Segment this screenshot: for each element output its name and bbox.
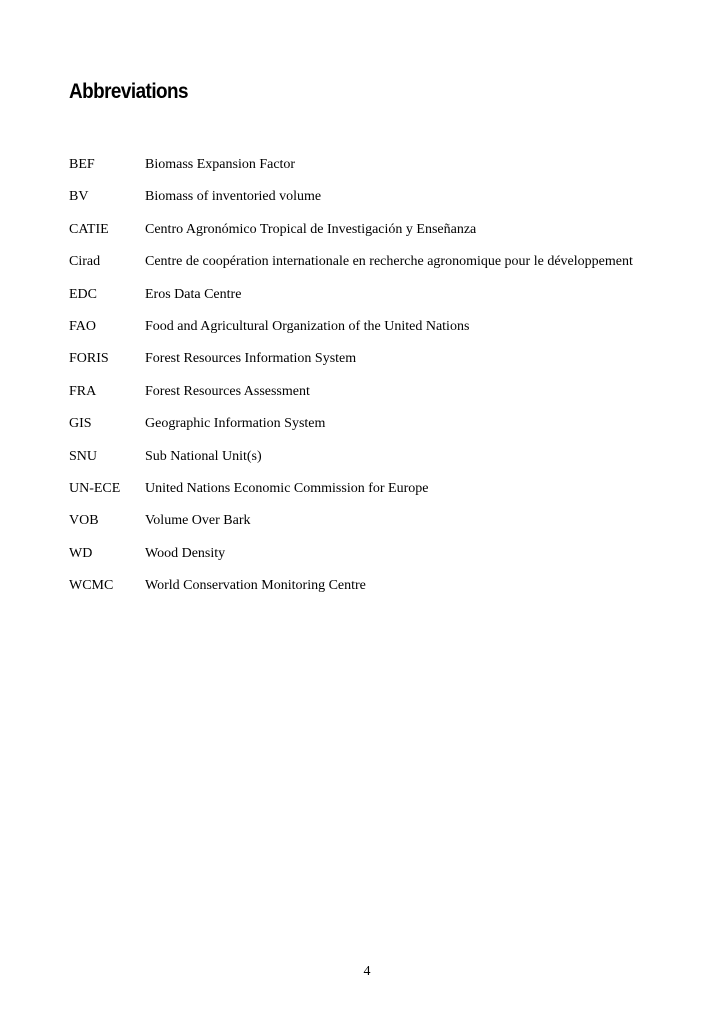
abbreviation-term: BEF [69,157,95,172]
abbreviation-term: GIS [69,416,92,432]
abbreviation-row [69,576,709,608]
abbreviation-term: UN-ECE [69,480,121,496]
abbreviation-definition: Centre de coopération internationale en recherche agronomique pour le développement [145,254,633,270]
abbreviation-definition: Wood Density [145,545,226,561]
abbreviation-definition: Forest Resources Assessment [145,383,310,399]
abbreviation-term: SNU [69,448,98,464]
abbreviation-term: WD [69,545,93,561]
abbreviation-term: FRA [69,383,97,399]
abbreviation-definition: Sub National Unit(s) [145,448,262,464]
abbreviation-list [69,155,709,608]
abbreviation-definition: Eros Data Centre [145,286,242,302]
abbreviation-row [69,285,709,317]
abbreviation-definition: Food and Agricultural Organization of the United Nations [145,318,470,334]
abbreviation-term: Cirad [69,254,101,270]
abbreviation-definition: United Nations Economic Commission for Europe [145,480,429,496]
abbreviation-term: BV [69,189,89,205]
abbreviation-row [69,220,709,252]
abbreviation-definition: Biomass Expansion Factor [145,157,296,172]
abbreviation-term: EDC [69,286,97,302]
abbreviation-row [69,447,709,479]
abbreviation-definition: Volume Over Bark [145,513,251,529]
abbreviation-row [69,187,709,219]
abbreviation-term: CATIE [69,221,109,237]
abbreviation-definition: Geographic Information System [145,416,326,432]
abbreviation-row [69,382,709,414]
abbreviation-definition: Forest Resources Information System [145,351,357,367]
abbreviation-definition: World Conservation Monitoring Centre [145,578,366,594]
abbreviation-definition: Biomass of inventoried volume [145,189,322,205]
abbreviation-row [69,479,709,511]
abbreviation-row [69,414,709,446]
abbreviation-term: VOB [69,513,99,529]
abbreviation-row [69,317,709,349]
abbreviation-term: FAO [69,318,96,334]
abbreviation-term: FORIS [69,351,109,367]
abbreviation-row [69,544,709,576]
page-title: Abbreviations [69,80,189,103]
abbreviation-row [69,511,709,543]
abbreviation-row [69,252,709,284]
page-number: 4 [363,964,371,979]
abbreviation-term: WCMC [69,578,114,594]
abbreviation-row [69,349,709,381]
abbreviation-definition: Centro Agronómico Tropical de Investigación y Enseñanza [145,221,477,237]
abbreviation-row [69,155,709,187]
